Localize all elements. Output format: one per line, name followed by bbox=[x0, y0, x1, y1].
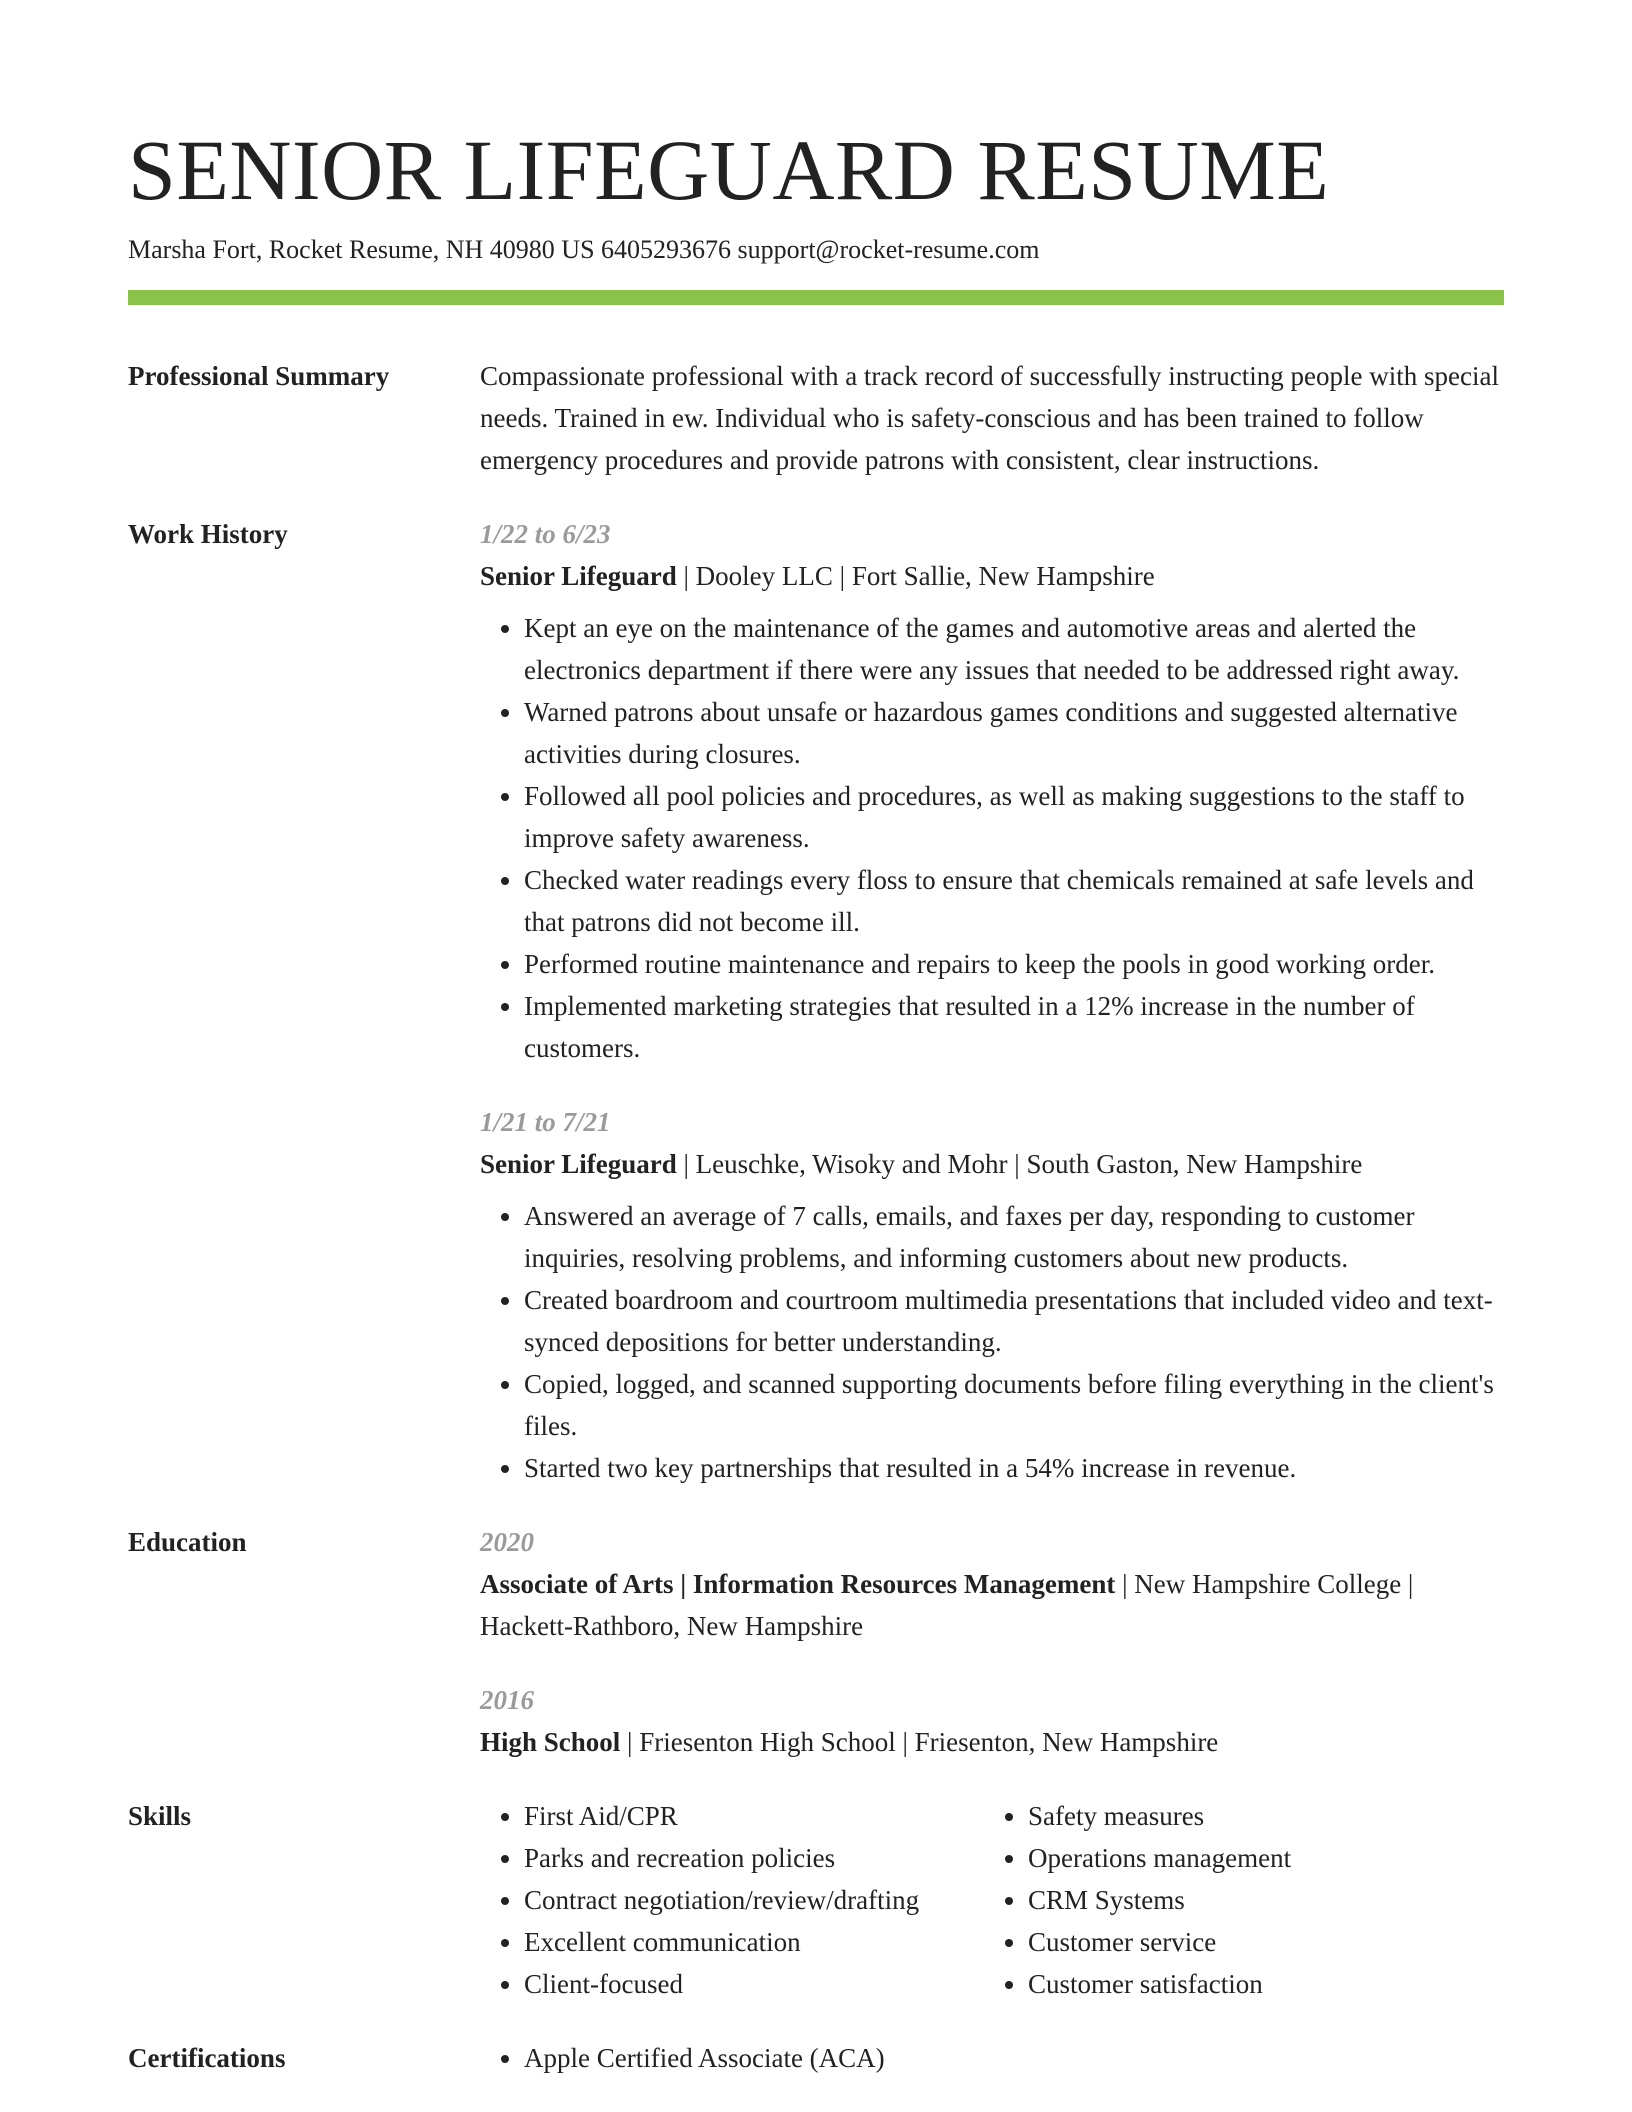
job-company: | Dooley LLC bbox=[677, 561, 833, 591]
education-section bbox=[128, 1521, 1504, 1763]
skill-item: • Customer satisfaction bbox=[1028, 1963, 1488, 2005]
education-location: Hackett-Rathboro, New Hampshire bbox=[480, 1611, 864, 1641]
job-bullet: • Kept an eye on the maintenance of the games and automotive areas and alerted the electronics department if there were any issues that needed to be addressed right away. bbox=[524, 607, 1504, 691]
skills-body bbox=[480, 1795, 1504, 2005]
job-bullets bbox=[480, 607, 1504, 1069]
job-bullet: • Followed all pool policies and procedures, as well as making suggestions to the staff to improve safety awareness. bbox=[524, 775, 1504, 859]
summary-section bbox=[128, 355, 1504, 481]
education-year: 2020 bbox=[480, 1527, 534, 1557]
contact-phone: 6405293676 bbox=[601, 235, 732, 264]
skill-item: • Contract negotiation/review/drafting bbox=[524, 1879, 984, 1921]
job-bullet: • Copied, logged, and scanned supporting documents before filing everything in the client's files. bbox=[524, 1363, 1504, 1447]
job-role-line bbox=[480, 555, 1504, 597]
job-bullet: • Performed routine maintenance and repairs to keep the pools in good working order. bbox=[524, 943, 1504, 985]
job-bullet: • Warned patrons about unsafe or hazardous games conditions and suggested alternative activities during closures. bbox=[524, 691, 1504, 775]
education-entry bbox=[480, 1521, 1504, 1647]
resume-title: SENIOR LIFEGUARD RESUME bbox=[128, 122, 1330, 218]
job-title: Senior Lifeguard bbox=[480, 1149, 677, 1179]
job-bullet: • Checked water readings every floss to ensure that chemicals remained at safe levels and that patrons did not become ill. bbox=[524, 859, 1504, 943]
job-bullet: • Started two key partnerships that resulted in a 54% increase in revenue. bbox=[524, 1447, 1504, 1489]
job-entry bbox=[480, 513, 1504, 1069]
job-dates: 1/21 to 7/21 bbox=[480, 1107, 611, 1137]
resume-page bbox=[128, 120, 1504, 2079]
certifications-body bbox=[480, 2037, 1504, 2079]
contact-company: Rocket Resume, bbox=[268, 235, 440, 264]
skill-item: • Excellent communication bbox=[524, 1921, 984, 1963]
skill-item: • Operations management bbox=[1028, 1837, 1488, 1879]
contact-location: NH 40980 US bbox=[445, 235, 595, 264]
education-entry bbox=[480, 1679, 1504, 1763]
education-body bbox=[480, 1521, 1504, 1763]
education-line bbox=[480, 1721, 1504, 1763]
job-location: | Fort Sallie, New Hampshire bbox=[833, 561, 1155, 591]
skill-item: • Parks and recreation policies bbox=[524, 1837, 984, 1879]
skills-label: Skills bbox=[128, 1801, 192, 1831]
job-bullets bbox=[480, 1195, 1504, 1489]
certification-item: • Apple Certified Associate (ACA) bbox=[524, 2037, 1504, 2079]
education-label: Education bbox=[128, 1527, 247, 1557]
education-degree: Associate of Arts | Information Resources Management bbox=[480, 1569, 1116, 1599]
education-location: | Friesenton, New Hampshire bbox=[896, 1727, 1219, 1757]
job-company: | Leuschke, Wisoky and Mohr bbox=[677, 1149, 1008, 1179]
contact-name: Marsha Fort, bbox=[128, 235, 263, 264]
contact-email[interactable]: support@rocket-resume.com bbox=[737, 235, 1040, 264]
job-dates: 1/22 to 6/23 bbox=[480, 519, 611, 549]
skill-item: • First Aid/CPR bbox=[524, 1795, 984, 1837]
skill-item: • CRM Systems bbox=[1028, 1879, 1488, 1921]
skills-list-right bbox=[984, 1795, 1488, 2005]
summary-text: Compassionate professional with a track record of successfully instructing people with special needs. Trained in ew. Individual who is safety-conscious and has been trained to follow emergency procedures and provide patrons with consistent, clear instructions. bbox=[480, 361, 1499, 475]
education-school: | New Hampshire College | bbox=[1115, 1569, 1413, 1599]
skills-columns bbox=[480, 1795, 1504, 2005]
certifications-section bbox=[128, 2037, 1504, 2079]
education-line bbox=[480, 1563, 1504, 1647]
education-year: 2016 bbox=[480, 1685, 534, 1715]
skill-item: • Safety measures bbox=[1028, 1795, 1488, 1837]
contact-line bbox=[128, 232, 1504, 268]
job-entry bbox=[480, 1101, 1504, 1489]
certifications-label: Certifications bbox=[128, 2043, 286, 2073]
header-divider bbox=[128, 290, 1504, 305]
work-history-body bbox=[480, 513, 1504, 1489]
job-bullet: • Implemented marketing strategies that resulted in a 12% increase in the number of customers. bbox=[524, 985, 1504, 1069]
skill-item: • Customer service bbox=[1028, 1921, 1488, 1963]
certifications-list bbox=[480, 2037, 1504, 2079]
skills-list-left bbox=[480, 1795, 984, 2005]
education-degree: High School bbox=[480, 1727, 621, 1757]
work-history-label: Work History bbox=[128, 519, 288, 549]
work-history-section bbox=[128, 513, 1504, 1489]
summary-label: Professional Summary bbox=[128, 361, 390, 391]
job-role-line bbox=[480, 1143, 1504, 1185]
skill-item: • Client-focused bbox=[524, 1963, 984, 2005]
job-title: Senior Lifeguard bbox=[480, 561, 677, 591]
education-school: | Friesenton High School bbox=[620, 1727, 895, 1757]
skills-section bbox=[128, 1795, 1504, 2005]
job-bullet: • Created boardroom and courtroom multimedia presentations that included video and text-synced depositions for better understanding. bbox=[524, 1279, 1504, 1363]
job-bullet: • Answered an average of 7 calls, emails, and faxes per day, responding to customer inquiries, resolving problems, and informing customers about new products. bbox=[524, 1195, 1504, 1279]
job-location: | South Gaston, New Hampshire bbox=[1008, 1149, 1363, 1179]
